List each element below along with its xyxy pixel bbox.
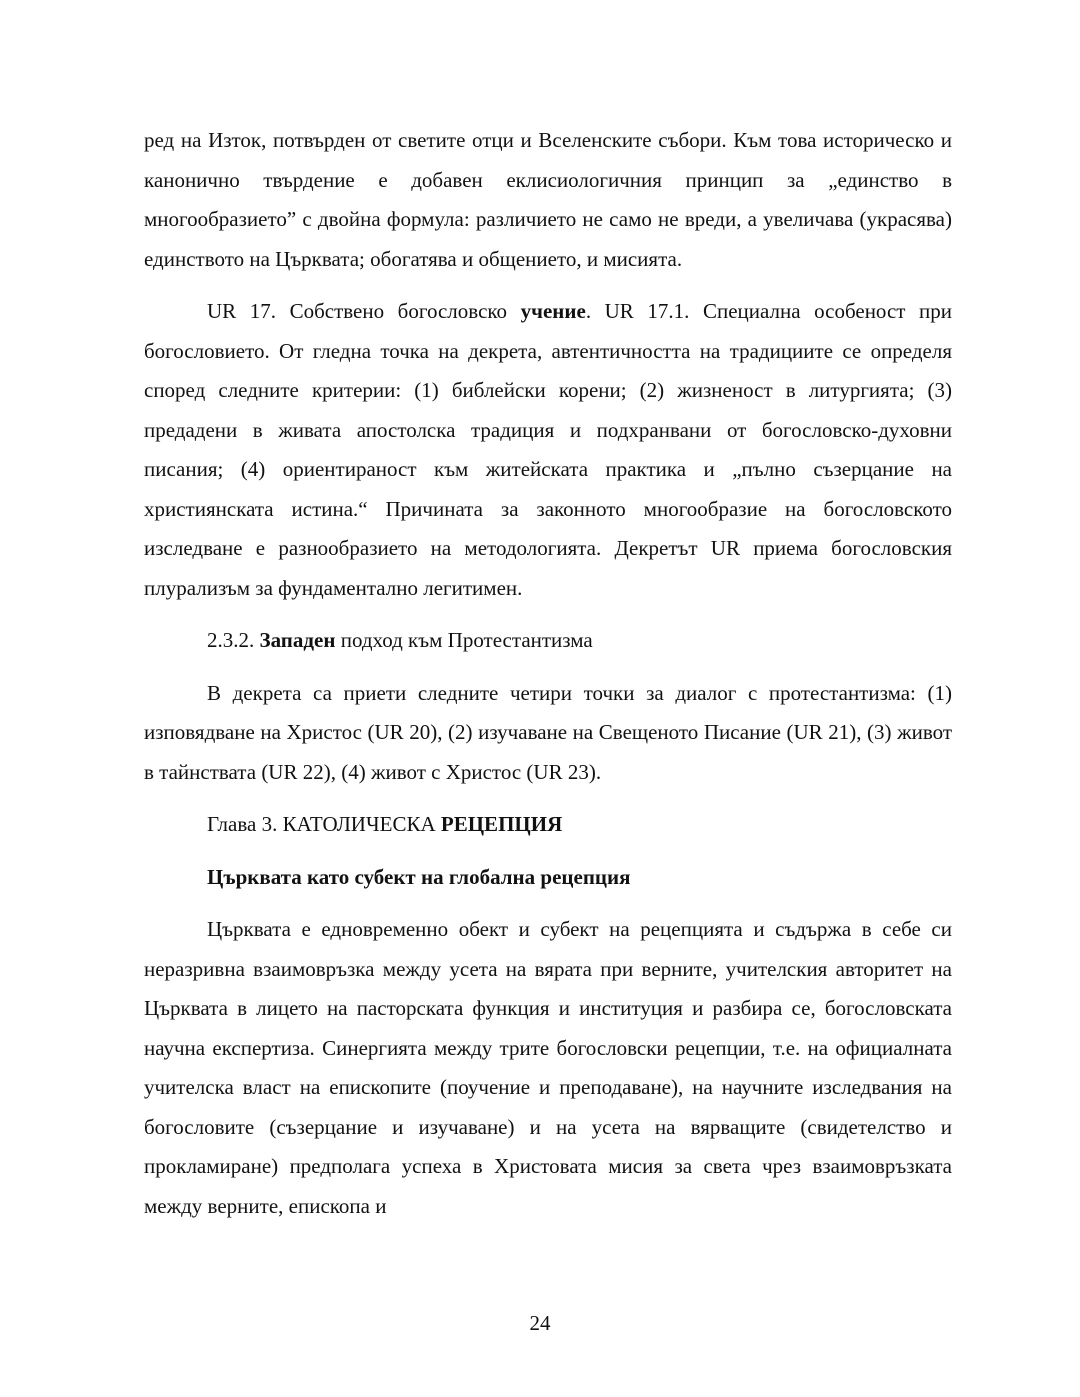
section-number: 2.3.2. — [207, 628, 260, 652]
paragraph-ur17-bold-term: учение — [520, 299, 586, 323]
paragraph-church-reception: Църквата е едновременно обект и субект на рецепцията и съдържа в себе си неразривна взаимовръзка между усета на вярата при верните, учителския авторитет на Църквата в лицето на пасторската функция и институция и разбира се, богословската научна експертиза. Синергията между трите богословски рецепции, т.е. на официалната учителска власт на епископите (поучение и преподаване), на научните изследвания на богословите (съзерцание и изучаване) и на усета на вярващите (свидетелство и прокламиране) предполага успеха в Христовата мисия за света чрез взаимовръзката между верните, епископа и — [144, 917, 952, 1218]
chapter-heading-start: Глава 3. КАТОЛИЧЕСКА — [207, 812, 441, 836]
section-heading-2-3-2 — [144, 621, 952, 661]
section-heading-rest: подход към Протестантизма — [335, 628, 593, 652]
subheading-church-subject — [144, 858, 952, 898]
chapter-heading-bold: РЕЦЕПЦИЯ — [440, 812, 563, 836]
page-number: 24 — [529, 1311, 551, 1335]
paragraph-ur17-rest: . UR 17.1. Специална особеност при богословието. От гледна точка на декрета, автентичността на традициите се определя според следните критерии: (1) библейски корени; (2) жизненост в литургията; (3) предадени в живата апостолска традиция и подхранвани от богословско-духовни писания; (4) ориентираност към житейската практика и „пълно съзерцание на християнската истина.“ Причината за законното многообразие на богословското изследване е разнообразието на методологията. Декретът UR приема богословския плурализъм за фундаментално легитимен. — [144, 299, 953, 600]
chapter-heading — [144, 805, 952, 845]
paragraph-1: ред на Изток, потвърден от светите отци и Вселенските събори. Към това историческо и канонично твърдение е добавен еклисиологичния принцип за „единство в многообразието” с двойна формула: различието не само не вреди, а увеличава (украсява) единството на Църквата; обогатява и общението, и мисията. — [144, 128, 952, 271]
paragraph-ur17-start: UR 17. Собствено богословско — [207, 299, 521, 323]
subheading-text: Църквата като субект на глобална рецепция — [207, 864, 631, 889]
paragraph-ur17 — [144, 292, 952, 608]
paragraph-protestantism-points: В декрета са приети следните четири точки за диалог с протестантизма: (1) изповядване на Христос (UR 20), (2) изучаване на Свещеното Писание (UR 21), (3) живот в тайнствата (UR 22), (4) живот с Христос (UR 23). — [144, 680, 952, 784]
section-heading-bold: Западен — [259, 628, 336, 652]
page-body — [144, 121, 952, 1226]
